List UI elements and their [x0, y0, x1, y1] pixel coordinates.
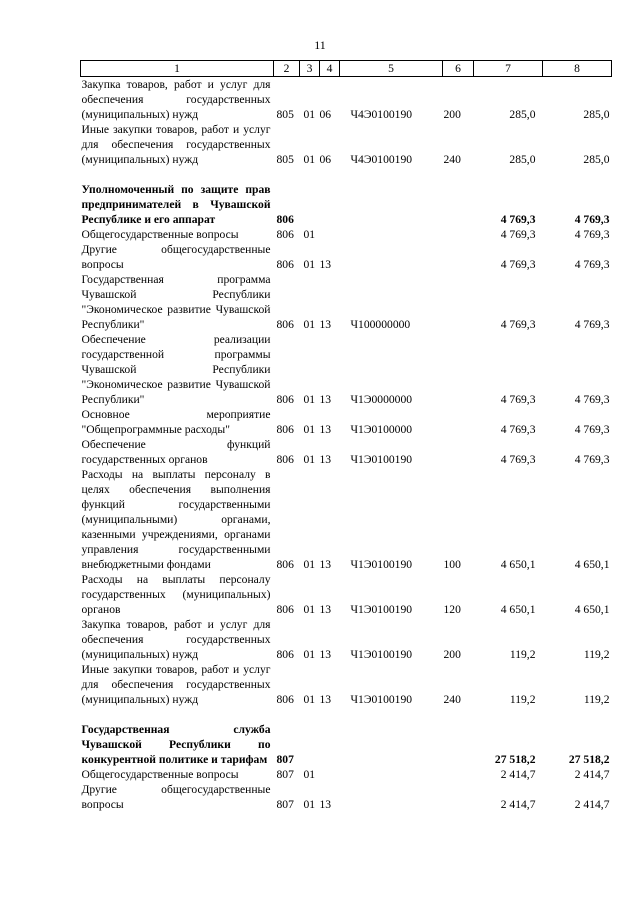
- row-podrazdel: [320, 182, 340, 227]
- row-name: Расходы на выплаты персоналу государственных (муниципальных) органов: [81, 573, 271, 616]
- table-row: [81, 227, 612, 242]
- table-row: [81, 122, 612, 167]
- header-col-7: 7: [474, 61, 543, 77]
- row-vid: [443, 407, 474, 437]
- row-razdel: 01: [303, 768, 316, 781]
- row-value-8: 4 769,3: [574, 423, 610, 436]
- row-value-7: 4 769,3: [500, 258, 536, 271]
- row-podrazdel: 13: [319, 798, 332, 811]
- row-vid: [443, 767, 474, 782]
- row-target: [340, 242, 443, 272]
- row-ved: 806: [276, 213, 294, 226]
- row-target: Ч4Э0100190: [350, 153, 413, 166]
- row-target: Ч1Э0000000: [350, 393, 413, 406]
- row-razdel: 01: [303, 558, 316, 571]
- row-target: [340, 767, 443, 782]
- table-row: [81, 662, 612, 707]
- row-target: Ч100000000: [350, 318, 411, 331]
- row-podrazdel: 13: [319, 603, 332, 616]
- row-name: Закупка товаров, работ и услуг для обеспечения государственных (муниципальных) нужд: [81, 78, 271, 121]
- row-value-8: 2 414,7: [574, 768, 610, 781]
- row-target: Ч1Э0100190: [350, 558, 413, 571]
- row-target: Ч1Э0100000: [350, 423, 413, 436]
- row-razdel: [300, 182, 320, 227]
- row-ved: 806: [276, 453, 294, 466]
- row-podrazdel: 13: [319, 693, 332, 706]
- header-col-2: 2: [274, 61, 300, 77]
- row-vid: 240: [443, 693, 461, 706]
- table-row: [81, 467, 612, 572]
- row-razdel: 01: [303, 423, 316, 436]
- row-target: Ч1Э0100190: [350, 603, 413, 616]
- row-value-7: 4 650,1: [500, 603, 536, 616]
- row-target: Ч4Э0100190: [350, 108, 413, 121]
- row-value-8: 285,0: [583, 153, 610, 166]
- row-podrazdel: [320, 227, 340, 242]
- row-vid: [443, 782, 474, 812]
- row-vid: 100: [443, 558, 461, 571]
- row-ved: 806: [276, 423, 294, 436]
- row-razdel: 01: [303, 108, 316, 121]
- row-value-7: 119,2: [509, 648, 536, 661]
- row-ved: 806: [276, 318, 294, 331]
- row-value-7: 285,0: [509, 153, 536, 166]
- row-vid: [443, 242, 474, 272]
- row-value-8: 2 414,7: [574, 798, 610, 811]
- row-razdel: 01: [303, 318, 316, 331]
- header-col-6: 6: [443, 61, 474, 77]
- row-podrazdel: 13: [319, 453, 332, 466]
- row-target: [340, 227, 443, 242]
- row-vid: 200: [443, 108, 461, 121]
- row-razdel: 01: [303, 603, 316, 616]
- row-razdel: 01: [303, 453, 316, 466]
- row-name: Государственная служба Чувашской Республики по конкурентной политике и тарифам: [81, 723, 271, 766]
- row-value-7: 2 414,7: [500, 798, 536, 811]
- row-vid: [443, 332, 474, 407]
- table-row: [81, 617, 612, 662]
- row-target: Ч1Э0100190: [350, 693, 413, 706]
- row-ved: 806: [276, 693, 294, 706]
- header-col-8: 8: [543, 61, 612, 77]
- row-podrazdel: [320, 722, 340, 767]
- row-razdel: 01: [303, 393, 316, 406]
- row-ved: 807: [276, 798, 294, 811]
- row-vid: 200: [443, 648, 461, 661]
- row-vid: [443, 722, 474, 767]
- row-razdel: 01: [303, 258, 316, 271]
- row-ved: 806: [276, 228, 294, 241]
- table-row: [81, 242, 612, 272]
- row-ved: 806: [276, 393, 294, 406]
- row-value-8: 4 769,3: [574, 213, 610, 226]
- row-name: Общегосударственные вопросы: [81, 228, 239, 241]
- row-value-8: 4 769,3: [574, 453, 610, 466]
- table-row: [81, 437, 612, 467]
- row-podrazdel: 13: [319, 648, 332, 661]
- table-row: [81, 572, 612, 617]
- row-razdel: 01: [303, 648, 316, 661]
- row-podrazdel: 06: [319, 108, 332, 121]
- row-name: Расходы на выплаты персоналу в целях обеспечения выполнения функций государственными (муниципальными) органами, казенными учреждениями, органами управления государственными внебюджетными фондами: [81, 468, 271, 571]
- row-podrazdel: 13: [319, 423, 332, 436]
- row-vid: [443, 227, 474, 242]
- row-name: Другие общегосударственные вопросы: [81, 243, 271, 271]
- row-vid: [443, 272, 474, 332]
- row-value-7: 4 769,3: [500, 393, 536, 406]
- row-target: [340, 182, 443, 227]
- row-ved: 807: [276, 753, 294, 766]
- row-name: Обеспечение реализации государственной программы Чувашской Республики "Экономическое развитие Чувашской Республики": [81, 333, 271, 406]
- row-ved: 806: [276, 258, 294, 271]
- table-row: [81, 407, 612, 437]
- table-row: [81, 272, 612, 332]
- row-value-8: 285,0: [583, 108, 610, 121]
- row-name: Иные закупки товаров, работ и услуг для обеспечения государственных (муниципальных) нужд: [81, 123, 271, 166]
- row-name: Закупка товаров, работ и услуг для обеспечения государственных (муниципальных) нужд: [81, 618, 271, 661]
- row-value-8: 119,2: [583, 648, 610, 661]
- row-vid: [443, 182, 474, 227]
- row-name: Другие общегосударственные вопросы: [81, 783, 271, 811]
- row-vid: 240: [443, 153, 461, 166]
- row-razdel: 01: [303, 228, 316, 241]
- spacer-cell: [81, 167, 612, 182]
- row-ved: 805: [276, 108, 294, 121]
- row-podrazdel: 06: [319, 153, 332, 166]
- row-value-8: 27 518,2: [568, 753, 610, 766]
- row-razdel: [300, 722, 320, 767]
- row-podrazdel: 13: [319, 393, 332, 406]
- header-col-1: 1: [81, 61, 274, 77]
- row-name: Общегосударственные вопросы: [81, 768, 239, 781]
- row-value-8: 4 769,3: [574, 228, 610, 241]
- row-value-7: 4 769,3: [500, 453, 536, 466]
- spacer-row: [81, 167, 612, 182]
- row-value-7: 119,2: [509, 693, 536, 706]
- row-podrazdel: 13: [319, 318, 332, 331]
- row-target: Ч1Э0100190: [350, 453, 413, 466]
- row-podrazdel: 13: [319, 258, 332, 271]
- row-value-7: 4 769,3: [500, 318, 536, 331]
- table-row: [81, 77, 612, 123]
- row-vid: 120: [443, 603, 461, 616]
- row-value-8: 4 650,1: [574, 603, 610, 616]
- row-value-7: 285,0: [509, 108, 536, 121]
- row-name: Основное мероприятие "Общепрограммные расходы": [81, 408, 271, 436]
- row-target: [340, 722, 443, 767]
- row-value-7: 4 650,1: [500, 558, 536, 571]
- header-row: [81, 61, 612, 77]
- row-name: Государственная программа Чувашской Республики "Экономическое развитие Чувашской Республики": [81, 273, 271, 331]
- row-ved: 807: [276, 768, 294, 781]
- header-col-4: 4: [320, 61, 340, 77]
- table-row: [81, 332, 612, 407]
- row-ved: 805: [276, 153, 294, 166]
- row-value-7: 27 518,2: [494, 753, 536, 766]
- row-value-8: 4 769,3: [574, 318, 610, 331]
- budget-table: [80, 60, 612, 812]
- row-value-7: 4 769,3: [500, 228, 536, 241]
- row-value-7: 4 769,3: [500, 423, 536, 436]
- row-razdel: 01: [303, 798, 316, 811]
- spacer-row: [81, 707, 612, 722]
- table-row: [81, 767, 612, 782]
- row-value-7: 4 769,3: [500, 213, 536, 226]
- row-vid: [443, 437, 474, 467]
- row-podrazdel: 13: [319, 558, 332, 571]
- page-number: 11: [314, 38, 326, 52]
- table-row: [81, 722, 612, 767]
- row-target: Ч1Э0100190: [350, 648, 413, 661]
- header-col-5: 5: [340, 61, 443, 77]
- row-value-8: 4 769,3: [574, 393, 610, 406]
- row-ved: 806: [276, 558, 294, 571]
- row-razdel: 01: [303, 153, 316, 166]
- row-value-8: 4 769,3: [574, 258, 610, 271]
- spacer-cell: [81, 707, 612, 722]
- row-podrazdel: [320, 767, 340, 782]
- row-name: Уполномоченный по защите прав предпринимателей в Чувашской Республике и его аппарат: [81, 183, 271, 226]
- row-value-7: 2 414,7: [500, 768, 536, 781]
- table-row: [81, 182, 612, 227]
- row-name: Иные закупки товаров, работ и услуг для обеспечения государственных (муниципальных) нужд: [81, 663, 271, 706]
- row-target: [340, 782, 443, 812]
- row-ved: 806: [276, 648, 294, 661]
- row-name: Обеспечение функций государственных органов: [81, 438, 271, 466]
- row-ved: 806: [276, 603, 294, 616]
- table-row: [81, 782, 612, 812]
- row-value-8: 119,2: [583, 693, 610, 706]
- row-value-8: 4 650,1: [574, 558, 610, 571]
- row-razdel: 01: [303, 693, 316, 706]
- header-col-3: 3: [300, 61, 320, 77]
